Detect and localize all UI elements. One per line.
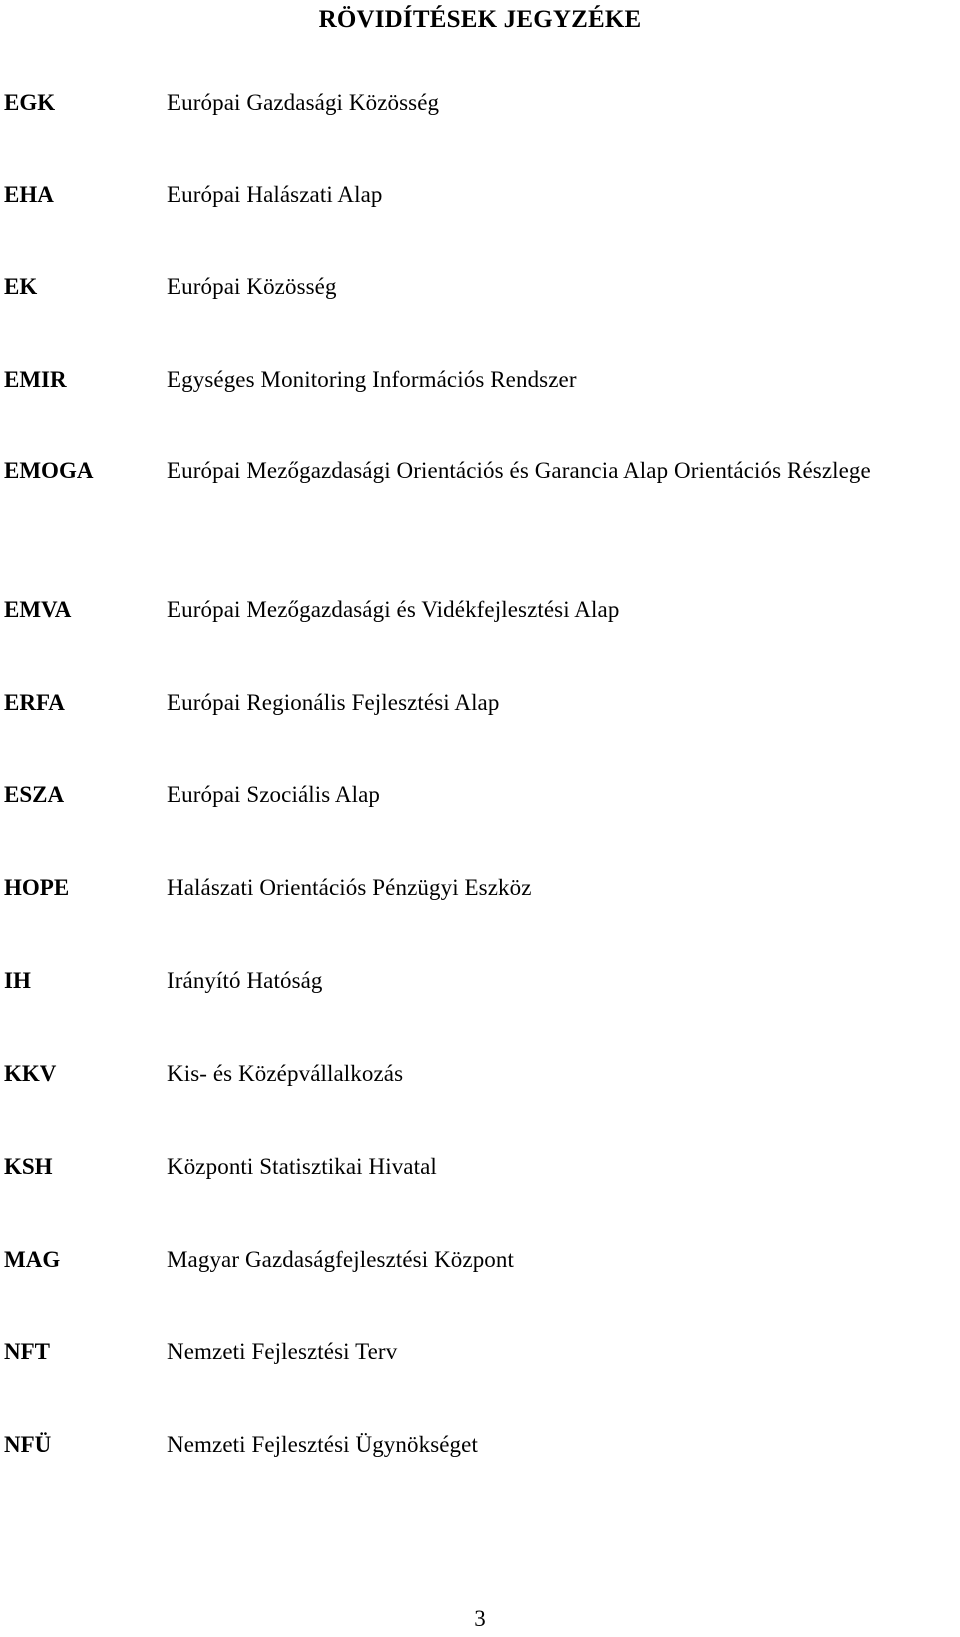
abbreviation-definition: Magyar Gazdaságfejlesztési Központ <box>167 1247 514 1272</box>
abbreviation-definition: Európai Regionális Fejlesztési Alap <box>167 690 500 715</box>
page-title: RÖVIDÍTÉSEK JEGYZÉKE <box>318 6 642 33</box>
abbreviation: ERFA <box>4 690 65 715</box>
abbreviation: EMIR <box>4 367 67 392</box>
abbreviation: NFT <box>4 1339 50 1364</box>
abbreviation: EK <box>4 274 38 299</box>
abbreviation: NFÜ <box>4 1432 52 1457</box>
abbreviation-definition: Egységes Monitoring Információs Rendszer <box>167 367 577 392</box>
abbreviation-definition: Európai Halászati Alap <box>167 182 383 207</box>
abbreviation-definition: Kis- és Középvállalkozás <box>167 1061 404 1086</box>
abbreviation-definition: Nemzeti Fejlesztési Terv <box>167 1339 398 1364</box>
abbreviation: HOPE <box>4 875 70 900</box>
abbreviation-definition: Európai Mezőgazdasági és Vidékfejlesztési Alap <box>167 597 620 622</box>
abbreviation: EHA <box>4 182 54 207</box>
abbreviation-definition: Európai Szociális Alap <box>167 782 380 807</box>
abbreviation-definition: Európai Gazdasági Közösség <box>167 90 440 115</box>
abbreviation-definition: Nemzeti Fejlesztési Ügynökséget <box>167 1432 478 1457</box>
abbreviation: EMVA <box>4 597 72 622</box>
abbreviation: ESZA <box>4 782 65 807</box>
abbreviation-definition: Központi Statisztikai Hivatal <box>167 1154 437 1179</box>
abbreviation: KKV <box>4 1061 57 1086</box>
abbreviation: IH <box>4 968 31 993</box>
abbreviation-definition: Irányító Hatóság <box>167 968 323 993</box>
abbreviation: MAG <box>4 1247 61 1272</box>
abbreviation-definition: Európai Közösség <box>167 274 337 299</box>
abbreviation-definition: Halászati Orientációs Pénzügyi Eszköz <box>167 875 532 900</box>
abbreviation: EMOGA <box>4 458 94 483</box>
abbreviation: KSH <box>4 1154 53 1179</box>
page-number: 3 <box>474 1606 486 1631</box>
abbreviation-definition: Európai Mezőgazdasági Orientációs és Garancia Alap Orientációs Részlege <box>167 458 871 483</box>
abbreviation: EGK <box>4 90 56 115</box>
